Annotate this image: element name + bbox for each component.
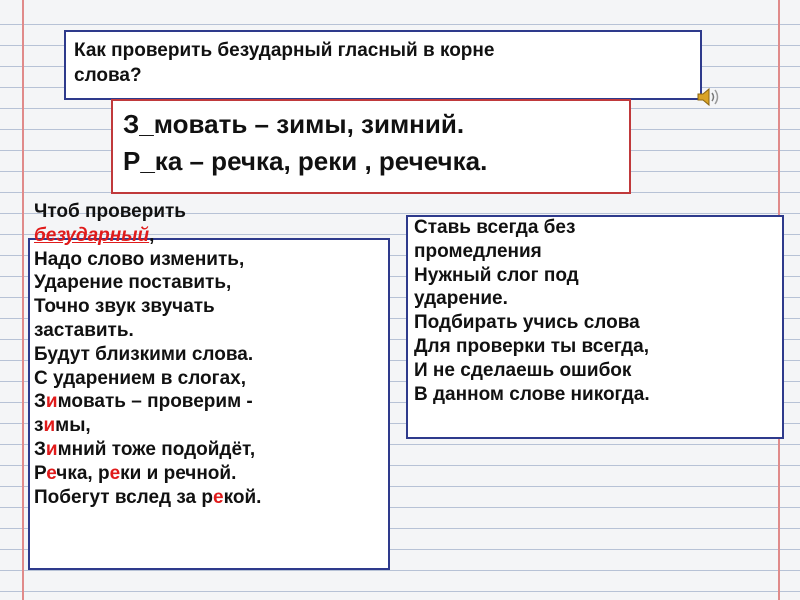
right-poem-line: И не сделаешь ошибок	[414, 359, 632, 381]
left-poem-line	[34, 414, 394, 438]
left-poem-line: Точно звук звучать	[34, 296, 215, 318]
text-segment: мовать – проверим -	[57, 391, 253, 413]
text-segment: Побегут вслед за р	[34, 486, 214, 508]
left-poem-line: заставить.	[34, 319, 134, 341]
text-segment: кой.	[223, 486, 262, 508]
left-poem-line: С ударением в слогах,	[34, 367, 246, 389]
highlight-word: безударный	[34, 224, 150, 246]
left-poem-line	[34, 486, 394, 510]
example-line-2: Р_ка – речка, реки , речечка.	[123, 146, 488, 176]
left-poem-line	[34, 390, 394, 414]
left-poem	[34, 200, 394, 600]
text-segment: з	[34, 415, 44, 437]
text-segment: З	[34, 438, 46, 460]
highlight-letter: е	[109, 462, 121, 484]
examples-box	[111, 99, 631, 194]
text-segment: З	[34, 391, 46, 413]
left-poem-line	[34, 462, 394, 486]
question-line-2: слова?	[74, 65, 142, 86]
text-segment: чка, р	[56, 462, 110, 484]
highlight-letter: е	[46, 462, 57, 484]
highlight-letter: и	[45, 391, 58, 413]
example-line-1: З_мовать – зимы, зимний.	[123, 109, 465, 139]
right-poem	[414, 216, 784, 406]
left-poem-line: Будут близкими слова.	[34, 343, 254, 365]
punctuation: ,	[149, 224, 155, 246]
highlight-letter: и	[45, 438, 58, 460]
text-segment: мы,	[55, 415, 91, 437]
left-poem-line	[34, 438, 394, 462]
right-poem-line: ударение.	[414, 288, 508, 310]
highlight-letter: е	[213, 486, 224, 508]
highlight-letter: и	[43, 415, 56, 437]
left-poem-line: Ударение поставить,	[34, 272, 232, 294]
question-box	[64, 30, 702, 100]
right-poem-line: Нужный слог под	[414, 264, 579, 286]
text-segment: Р	[34, 462, 47, 484]
question-line-1: Как проверить безударный гласный в корне	[74, 40, 495, 61]
left-poem-line	[34, 224, 394, 248]
right-poem-line: Для проверки ты всегда,	[414, 335, 649, 357]
left-poem-line: Надо слово изменить,	[34, 248, 245, 270]
left-poem-line: Чтоб проверить	[34, 201, 186, 222]
text-segment: мний тоже подойдёт,	[57, 438, 256, 460]
right-poem-line: Ставь всегда без	[414, 217, 576, 238]
right-poem-line: В данном слове никогда.	[414, 383, 650, 405]
right-poem-line: Подбирать учись слова	[414, 312, 640, 334]
right-poem-line: промедления	[414, 240, 542, 262]
left-margin-line	[22, 0, 24, 600]
speaker-icon[interactable]	[696, 86, 722, 108]
text-segment: ки и речной.	[120, 462, 237, 484]
